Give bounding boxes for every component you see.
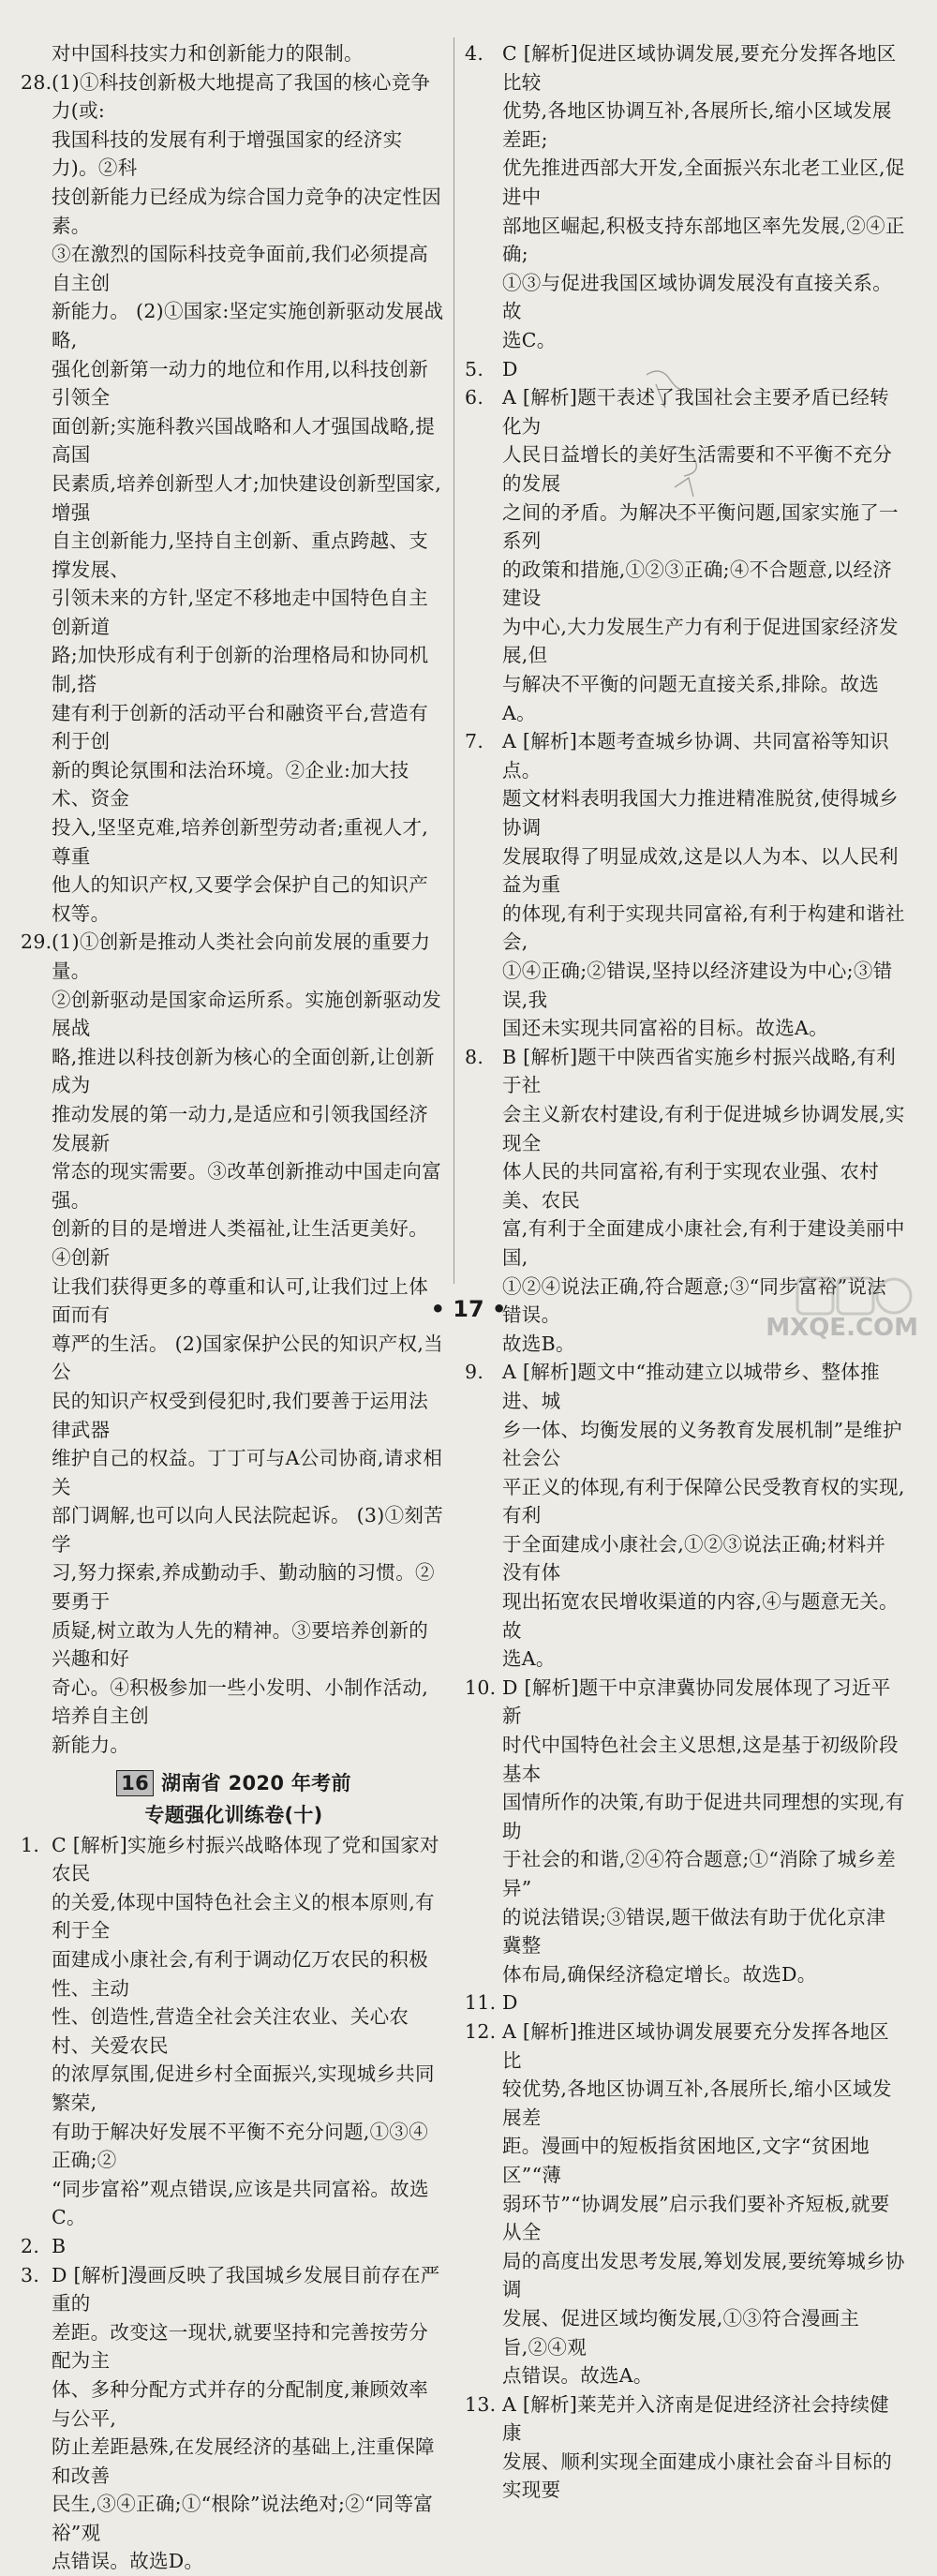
answer-text (502, 1674, 905, 1989)
line: 新的舆论氛围和法治环境。②企业:加大技术、资金 (52, 758, 409, 811)
line: 点错误。故选A。 (502, 2364, 653, 2388)
answer-number: 11. (465, 1991, 497, 2015)
answer-number: 2. (21, 2234, 40, 2257)
line: D (502, 1991, 518, 2015)
answer-number: 9. (465, 1361, 484, 1384)
answer-number: 10. (465, 1675, 497, 1699)
answer-13 (465, 2390, 905, 2505)
line: 部门调解,也可以向人民法院起诉。 (3)①刻苦学 (52, 1504, 443, 1556)
answer-text (52, 928, 447, 1759)
line: D [解析]题干中京津冀协同发展体现了习近平新 (502, 1675, 891, 1728)
line: A [解析]推进区域协调发展要充分发挥各地区比 (502, 2019, 889, 2072)
line: 的说法错误;③错误,题干做法有助于优化京津冀整 (502, 1905, 886, 1958)
answer-11 (465, 1988, 905, 2018)
line: 之间的矛盾。为解决不平衡问题,国家实施了一系列 (502, 500, 899, 553)
answer-text (502, 727, 905, 1043)
line: 距。漫画中的短板指贫困地区,文字“贫困地区”“薄 (502, 2135, 870, 2186)
answer-3 (21, 2261, 447, 2576)
line: 投入,坚坚克难,培养创新型劳动者;重视人才,尊重 (52, 816, 429, 868)
line: 的体现,有利于实现共同富裕,有利于构建和谐社会, (502, 901, 905, 954)
answer-12 (465, 2018, 905, 2390)
line: 差距。改变这一现状,就要坚持和完善按劳分配为主 (52, 2320, 429, 2373)
line: A [解析]莱芜并入济南是促进经济社会持续健康 (502, 2392, 889, 2445)
line: 面建成小康社会,有利于调动亿万农民的积极性、主动 (52, 1948, 429, 2000)
line: ①④正确;②错误,坚持以经济建设为中心;③错误,我 (502, 960, 893, 1011)
line: 故选B。 (502, 1332, 575, 1355)
line: “同步富裕”观点错误,应该是共同富裕。故选C。 (52, 2177, 429, 2229)
section-title-line2: 专题强化训练卷(十) (144, 1803, 323, 1826)
answer-number: 5. (465, 357, 484, 380)
answer-number: 6. (465, 386, 484, 409)
line: 富,有利于全面建成小康社会,有利于建设美丽中国, (502, 1217, 905, 1269)
line: 人民日益增长的美好生活需要和不平衡不充分的发展 (502, 443, 892, 495)
line: A [解析]题文中“推动建立以城带乡、整体推进、城 (502, 1361, 880, 1412)
line: 性、创造性,营造全社会关注农业、关心农村、关爱农民 (52, 2005, 409, 2057)
answer-2 (21, 2232, 447, 2261)
line: 路;加快形成有利于创新的治理格局和协同机制,搭 (52, 644, 429, 696)
line: 质疑,树立敢为人先的精神。③要培养创新的兴趣和好 (52, 1618, 429, 1671)
line: ①③与促进我国区域协调发展没有直接关系。故 (502, 271, 892, 323)
watermark-text: MXQE.COM (766, 1314, 918, 1342)
answer-text (52, 2261, 447, 2576)
line: 点错误。故选D。 (52, 2550, 204, 2573)
line: 国还未实现共同富裕的目标。故选A。 (502, 1017, 828, 1040)
line: C [解析]促进区域协调发展,要充分发挥各地区比较 (502, 42, 897, 94)
line: 为中心,大力发展生产力有利于促进国家经济发展,但 (502, 615, 899, 667)
line: 常态的现实需要。③改革创新推动中国走向富强。 (52, 1160, 441, 1212)
line: 体布局,确保经济稳定增长。故选D。 (502, 1962, 817, 1986)
answer-text (502, 2390, 905, 2505)
line: D (502, 357, 518, 380)
line: 优先推进西部大开发,全面振兴东北老工业区,促进中 (502, 156, 905, 208)
line: 的关爱,体现中国特色社会主义的根本原则,有利于全 (52, 1890, 435, 1943)
line: 体、多种分配方式并存的分配制度,兼顾效率与公平, (52, 2377, 429, 2430)
line: 选C。 (502, 328, 557, 351)
answer-1 (21, 1831, 447, 2232)
line: 创新的目的是增进人类福祉,让生活更美好。④创新 (52, 1217, 429, 1269)
line: 建有利于创新的活动平台和融资平台,营造有利于创 (52, 701, 429, 753)
intro-line: 对中国科技实力和创新能力的限制。 (52, 42, 364, 65)
line: 发展取得了明显成效,这是以人为本、以人民利益为重 (502, 844, 899, 897)
line: 题文材料表明我国大力推进精准脱贫,使得城乡协调 (502, 787, 899, 840)
line: 习,努力探索,养成勤动手、勤动脑的习惯。②要勇于 (52, 1561, 435, 1614)
line: B [解析]题干中陕西省实施乡村振兴战略,有利于社 (502, 1045, 896, 1097)
answer-29 (21, 928, 447, 1759)
line: 自主创新能力,坚持自主创新、重点跨越、支撑发展、 (52, 529, 429, 581)
line: 发展、促进区域均衡发展,①③符合漫画主旨,②④观 (502, 2306, 860, 2359)
line: 选A。 (502, 1647, 556, 1671)
line: 发展、顺利实现全面建成小康社会奋斗目标的实现要 (502, 2449, 892, 2502)
line: D [解析]漫画反映了我国城乡发展目前存在严重的 (52, 2263, 440, 2315)
section-title-line1: 湖南省 2020 年考前 (161, 1771, 351, 1794)
answer-number: 7. (465, 730, 484, 753)
line: B (52, 2234, 67, 2257)
line: 国情所作的决策,有助于促进共同理想的实现,有助 (502, 1791, 905, 1842)
line: 让我们获得更多的尊重和认可,让我们过上体面而有 (52, 1274, 429, 1327)
line: 新能力。 (2)①国家:坚定实施创新驱动发展战略, (52, 300, 444, 351)
answer-number: 13. (465, 2392, 497, 2416)
line: 乡一体、均衡发展的义务教育发展机制”是维护社会公 (502, 1418, 902, 1470)
answer-10 (465, 1674, 905, 1989)
section-subtitle (21, 1799, 447, 1831)
answer-text (502, 39, 905, 355)
pencil-scribble-icon (628, 356, 740, 581)
answer-number: 12. (465, 2019, 497, 2043)
section-title (21, 1767, 447, 1799)
line: 引领未来的方针,坚定不移地走中国特色自主创新道 (52, 587, 429, 638)
line: 有助于解决好发展不平衡不充分问题,①③④正确;② (52, 2120, 429, 2172)
answer-text (502, 1358, 905, 1674)
line: 平正义的体现,有利于保障公民受教育权的实现,有利 (502, 1475, 905, 1527)
line: 的政策和措施,①②③正确;④不合题意,以经济建设 (502, 558, 893, 610)
answer-9 (465, 1358, 905, 1674)
line: 时代中国特色社会主义思想,这是基于初级阶段基本 (502, 1734, 899, 1785)
answer-number: 1. (21, 1833, 40, 1856)
line: 会主义新农村建设,有利于促进城乡协调发展,实现全 (502, 1102, 905, 1154)
answer-number: 28. (21, 70, 52, 94)
line: 新能力。 (52, 1734, 130, 1757)
line: 防止差距悬殊,在发展经济的基础上,注重保障和改善 (52, 2435, 435, 2487)
line: 部地区崛起,积极支持东部地区率先发展,②④正确; (502, 214, 905, 266)
line: 民的知识产权受到侵犯时,我们要善于运用法律武器 (52, 1389, 429, 1441)
line: C [解析]实施乡村振兴战略体现了党和国家对农民 (52, 1833, 439, 1885)
line: 与解决不平衡的问题无直接关系,排除。故选A。 (502, 673, 880, 724)
answer-text (52, 68, 447, 929)
answer-number: 3. (21, 2263, 40, 2286)
answer-text (52, 1831, 447, 2232)
line: 维护自己的权益。丁丁可与A公司协商,请求相关 (52, 1447, 443, 1498)
page-number: • 17 • (430, 1296, 507, 1322)
line: 尊严的生活。 (2)国家保护公民的知识产权,当公 (52, 1332, 443, 1384)
line: 于全面建成小康社会,①②③说法正确;材料并没有体 (502, 1532, 886, 1585)
line: 优势,各地区协调互补,各展所长,缩小区域发展差距; (502, 99, 892, 151)
answer-number: 29. (21, 931, 52, 954)
line: 推动发展的第一动力,是适应和引领我国经济发展新 (52, 1102, 429, 1154)
line: 他人的知识产权,又要学会保护自己的知识产权等。 (52, 873, 429, 925)
line: 民素质,培养创新型人才;加快建设创新型国家,增强 (52, 471, 442, 524)
answer-number: 8. (465, 1045, 484, 1068)
line: 面创新;实施科教兴国战略和人才强国战略,提高国 (52, 414, 436, 467)
line: 弱环节”“协调发展”启示我们要补齐短板,就要从全 (502, 2192, 890, 2244)
line: 民生,③④正确;①“根除”说法绝对;②“同等富裕”观 (52, 2493, 434, 2544)
answer-number: 4. (465, 42, 484, 65)
line: A [解析]题干表述了我国社会主要矛盾已经转化为 (502, 386, 889, 438)
line: 奇心。④积极参加一些小发明、小制作活动,培养自主创 (52, 1675, 429, 1728)
line: 较优势,各地区协调互补,各展所长,缩小区域发展差 (502, 2077, 892, 2129)
line: 的浓厚氛围,促进乡村全面振兴,实现城乡共同繁荣, (52, 2062, 435, 2114)
line: 体人民的共同富裕,有利于实现农业强、农村美、农民 (502, 1160, 880, 1212)
line: (1)①科技创新极大地提高了我国的核心竞争力(或: (52, 70, 431, 123)
line: 我国科技的发展有利于增强国家的经济实力)。②科 (52, 127, 403, 180)
line: A [解析]本题考查城乡协调、共同富裕等知识点。 (502, 730, 889, 782)
line: 强化创新第一动力的地位和作用,以科技创新引领全 (52, 357, 429, 409)
line: 于社会的和谐,②④符合题意;①“消除了城乡差异” (502, 1848, 897, 1899)
line: (1)①创新是推动人类社会向前发展的重要力量。 (52, 931, 431, 982)
line: ②创新驱动是国家命运所系。实施创新驱动发展战 (52, 988, 441, 1040)
line: ①②④说法正确,符合题意;③“同步富裕”说法错误。 (502, 1274, 886, 1327)
line: 局的高度出发思考发展,筹划发展,要统筹城乡协调 (502, 2249, 905, 2301)
line: 现出拓宽农民增收渠道的内容,④与题意无关。故 (502, 1590, 899, 1642)
line: ③在激烈的国际科技竞争面前,我们必须提高自主创 (52, 243, 429, 294)
answer-4 (465, 39, 905, 355)
line: 技创新能力已经成为综合国力竞争的决定性因素。 (52, 185, 441, 237)
answer-28 (21, 68, 447, 929)
section-number-badge: 16 (116, 1770, 154, 1796)
line: 略,推进以科技创新为核心的全面创新,让创新成为 (52, 1045, 435, 1097)
answer-text (502, 2018, 905, 2390)
answer-7 (465, 727, 905, 1043)
